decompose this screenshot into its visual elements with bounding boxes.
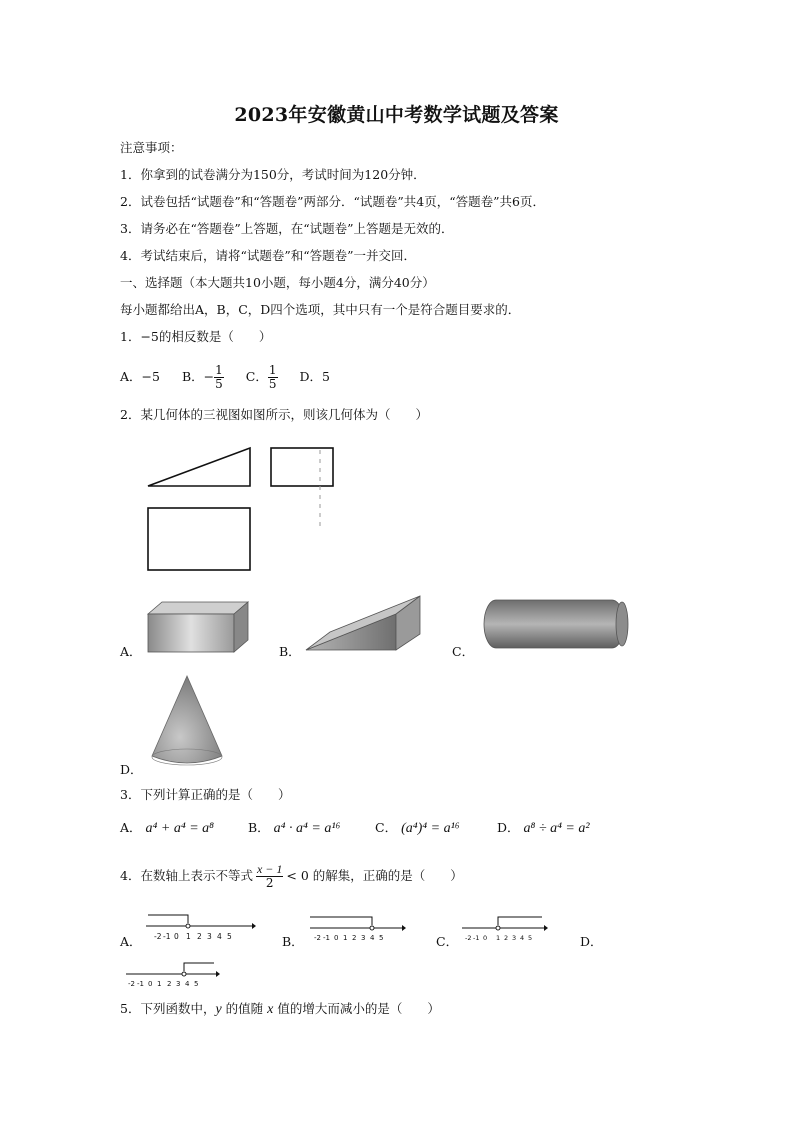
tick-label: -2	[154, 932, 162, 941]
note-item-3: 3．请务必在“答题卷”上答题，在“试题卷”上答题是无效的．	[120, 221, 454, 236]
tick-label: 5	[227, 932, 232, 941]
number-line-c	[458, 910, 550, 944]
tick-label: 1	[186, 932, 191, 941]
section-heading: 一、选择题（本大题共10小题，每小题4分，满分40分）	[120, 275, 435, 290]
number-line-a	[140, 908, 256, 944]
q4-option-c-label: C．	[436, 934, 459, 949]
tick-label: 3	[207, 932, 212, 941]
q3-option-d: D． a⁸ ÷ a⁴ = a²	[497, 820, 590, 836]
triangular-prism-solid	[300, 590, 430, 656]
tick-label: -1	[323, 934, 330, 942]
tick-label: 1	[157, 980, 162, 988]
tick-label: -1	[137, 980, 144, 988]
q1-option-c: C． $\frac{1}{5}$	[245, 362, 277, 391]
notes-heading: 注意事项：	[120, 140, 183, 155]
q3-option-a: A． a⁴ + a⁴ = a⁸	[120, 820, 215, 836]
open-point	[186, 924, 190, 928]
section-intro: 每小题都给出A，B，C，D四个选项，其中只有一个是符合题目要求的．	[120, 302, 521, 317]
solution-ray	[184, 963, 214, 971]
tick-label: 4	[217, 932, 222, 941]
tick-label: -1	[163, 932, 171, 941]
q3-option-b: B． a⁴ · a⁴ = a¹⁶	[248, 820, 341, 836]
tick-label: 5	[194, 980, 199, 988]
tick-label: -2	[465, 934, 472, 942]
q2-option-c-label: C．	[452, 644, 475, 659]
q1-option-d: D．5	[299, 369, 330, 384]
cylinder-solid	[474, 594, 634, 654]
tick-label: 0	[174, 932, 179, 941]
tick-label: 1	[496, 934, 501, 942]
solution-ray	[310, 917, 372, 925]
q3-option-c: C． (a⁴)⁴ = a¹⁶	[375, 820, 460, 836]
q2-option-d-label: D．	[120, 762, 143, 777]
q1-options	[120, 359, 330, 395]
tick-label: 4	[185, 980, 190, 988]
q2-option-b-label: B．	[279, 644, 301, 659]
cuboid-solid	[140, 596, 255, 658]
tick-label: 3	[176, 980, 181, 988]
open-point	[182, 972, 186, 976]
tick-label: 5	[528, 934, 533, 942]
q1-option-b: B．− $\frac{1}{5}$	[181, 362, 223, 391]
tick-label: 0	[148, 980, 153, 988]
tick-label: 2	[167, 980, 172, 988]
solution-ray	[148, 915, 188, 923]
number-line-b	[306, 910, 406, 944]
q3-stem: 3．下列计算正确的是（ ）	[120, 787, 291, 802]
tick-label: -2	[128, 980, 135, 988]
open-point	[370, 926, 374, 930]
q2-option-a-label: A．	[120, 644, 142, 659]
tick-label: 3	[361, 934, 366, 942]
tick-label: 2	[197, 932, 202, 941]
tick-label: 2	[504, 934, 509, 942]
q4-stem: 4．在数轴上表示不等式 $\frac{x - 1}{2}$ < 0 的解集，正确的是（ ）	[120, 861, 463, 890]
tick-label: -2	[314, 934, 321, 942]
tick-label: 3	[512, 934, 517, 942]
note-item-1: 1．你拿到的试卷满分为150分，考试时间为120分钟．	[120, 167, 426, 182]
q1-option-a: A．−5	[120, 369, 160, 384]
tick-label: 0	[483, 934, 488, 942]
solution-ray	[498, 917, 542, 925]
note-item-4: 4．考试结束后，请将“试题卷”和“答题卷”一并交回．	[120, 248, 417, 263]
front-view-triangle	[148, 448, 250, 486]
cone-solid	[142, 670, 232, 770]
tick-label: 4	[520, 934, 525, 942]
top-view-rect	[148, 508, 250, 570]
q4-option-b-label: B．	[282, 934, 304, 949]
open-point	[496, 926, 500, 930]
q1-stem: 1．−5的相反数是（ ）	[120, 329, 272, 344]
tick-label: 5	[379, 934, 384, 942]
tick-label: 4	[370, 934, 375, 942]
note-item-2: 2．试卷包括“试题卷”和“答题卷”两部分．“试题卷”共4页，“答题卷”共6页．	[120, 194, 545, 209]
tick-label: -1	[473, 934, 480, 942]
tick-label: 0	[334, 934, 339, 942]
q2-stem: 2．某几何体的三视图如图所示，则该几何体为（ ）	[120, 407, 428, 422]
q4-option-d-label: D．	[580, 934, 603, 949]
q4-option-a-label: A．	[120, 934, 142, 949]
tick-label: 1	[343, 934, 348, 942]
number-line-d	[122, 956, 222, 990]
three-view-figure	[140, 440, 340, 580]
q5-stem: 5．下列函数中，y 的值随 x 值的增大而减小的是（ ）	[120, 1001, 440, 1017]
tick-label: 2	[352, 934, 357, 942]
page-title: 2023年安徽黄山中考数学试题及答案	[234, 104, 559, 126]
side-view-rect	[271, 448, 333, 486]
